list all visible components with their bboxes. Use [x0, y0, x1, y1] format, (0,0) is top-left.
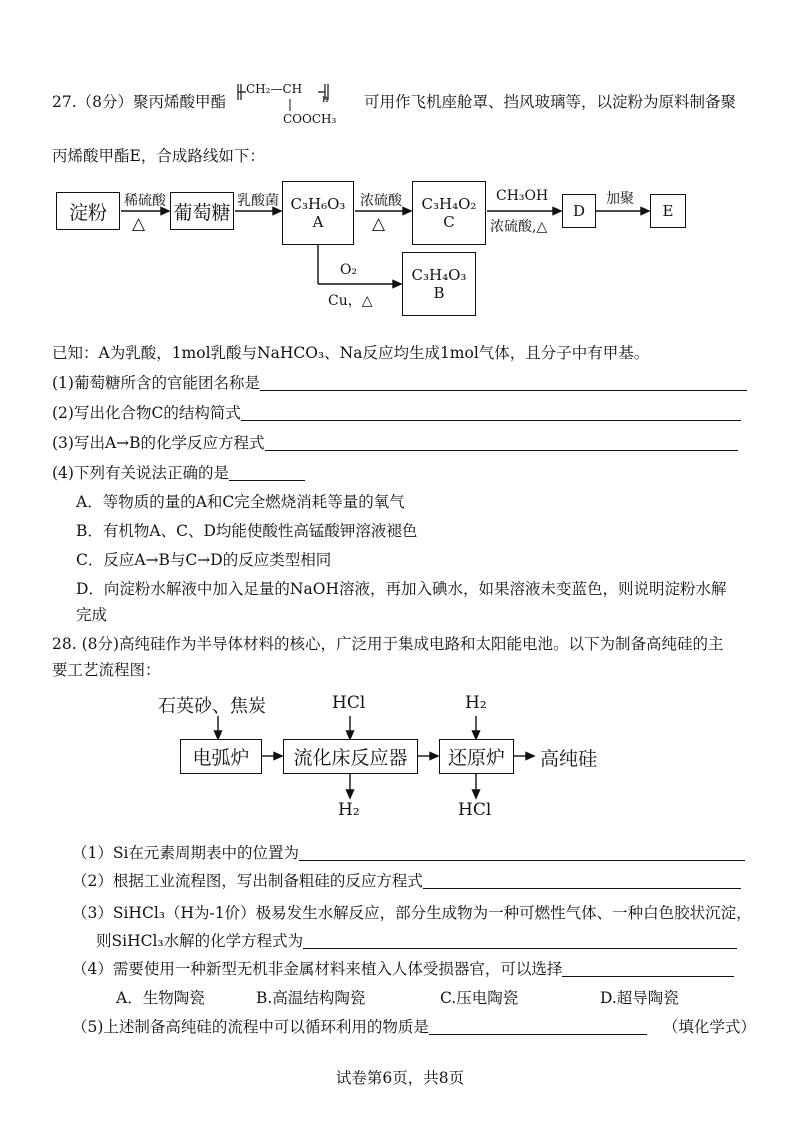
heat-symbol-1: △ [132, 214, 146, 234]
d-label: D [572, 202, 586, 220]
q27-sub1-text: (1)葡萄糖所含的官能团名称是 [52, 374, 260, 392]
flow-box-arc-furnace [180, 739, 262, 774]
q28-sub3b-text: 则SiHCl₃水解的化学方程式为 [96, 932, 304, 950]
box-compound-c [412, 181, 486, 245]
q27-option-b: B．有机物A、C、D均能使酸性高锰酸钾溶液褪色 [76, 522, 418, 540]
box-compound-d [562, 194, 596, 228]
reagent-lactic-bacteria: 乳酸菌 [237, 193, 279, 209]
answer-blank-28-1[interactable] [299, 844, 745, 861]
flow-box-fluidized-bed [283, 739, 418, 774]
flow-input-hcl: HCl [332, 693, 366, 713]
answer-blank-27-3[interactable] [265, 434, 738, 451]
flow-input-quartz-coke: 石英砂、焦炭 [158, 696, 266, 717]
q28-sub5-text: （5)上述制备高纯硅的流程中可以循环利用的物质是 [72, 1018, 429, 1036]
q27-sub1 [52, 373, 747, 393]
q27-sub3-text: (3)写出A→B的化学反应方程式 [52, 434, 265, 452]
q27-known: 已知：A为乳酸，1mol乳酸与NaHCO₃、Na反应均生成1mol气体，且分子中有甲基。 [52, 344, 650, 362]
q27-option-a: A．等物质的量的A和C完全燃烧消耗等量的氧气 [76, 493, 405, 511]
answer-blank-28-3[interactable] [303, 932, 737, 949]
e-label: E [662, 202, 674, 220]
q28-sub3: （3）SiHCl₃（H为-1价）极易发生水解反应，部分生成物为一种可燃性气体、一种白色胶状沉淀， [72, 904, 752, 922]
answer-blank-28-4[interactable] [562, 960, 734, 977]
flow-output-hcl: HCl [458, 800, 492, 820]
starch-label: 淀粉 [68, 201, 107, 224]
q27-intro2: 可用作飞机座舱罩、挡风玻璃等，以淀粉为原料制备聚 [364, 93, 737, 111]
q27-option-d-cont: 完成 [76, 606, 108, 624]
c-label: C [443, 213, 455, 231]
reagent-cu-heat: Cu，△ [328, 293, 373, 309]
q28-sub2-text: （2）根据工业流程图，写出制备粗硅的反应方程式 [72, 872, 423, 890]
q27-intro: 27.（8分）聚丙烯酸甲酯 [52, 93, 227, 111]
answer-blank-27-1[interactable] [260, 374, 747, 391]
reagent-methanol: CH₃OH [496, 188, 549, 204]
b-label: B [433, 284, 445, 302]
q28-option-c: C.压电陶瓷 [440, 989, 519, 1007]
q28-option-b: B.高温结构陶瓷 [256, 989, 366, 1007]
q28-sub1 [72, 843, 745, 863]
q28-sub1-text: （1）Si在元素周期表中的位置为 [72, 844, 299, 862]
flow-product-pure-silicon: 高纯硅 [540, 748, 598, 770]
polymer-n: n [322, 94, 329, 105]
flow-box-reduction-furnace [439, 739, 514, 774]
q27-intro3: 丙烯酸甲酯E，合成路线如下： [52, 147, 265, 165]
q28-sub2 [72, 871, 741, 891]
q27-sub2 [52, 403, 741, 423]
reagent-o2: O₂ [340, 262, 358, 278]
reagent-dilute-sulfuric: 稀硫酸 [124, 193, 166, 209]
q28-sub5 [72, 1017, 756, 1037]
answer-blank-28-5[interactable] [429, 1018, 647, 1035]
box-compound-e [650, 194, 686, 228]
polymer-top: CH₂—CH [246, 82, 303, 96]
q28-intro2: 要工艺流程图： [52, 661, 161, 679]
flow-input-h2: H₂ [465, 693, 487, 713]
a-label: A [312, 213, 324, 231]
reagent-conc-sulfuric-heat: 浓硫酸,△ [490, 219, 548, 235]
q28-option-a: A．生物陶瓷 [116, 989, 205, 1007]
arc-furnace-label: 电弧炉 [192, 747, 250, 769]
q27-sub4 [52, 463, 305, 483]
page-footer: 试卷第6页，共8页 [335, 1069, 465, 1087]
b-formula: C₃H₄O₃ [411, 266, 467, 284]
q28-sub3-cont [96, 931, 737, 951]
q28-sub4 [72, 959, 734, 979]
reagent-conc-sulfuric: 浓硫酸 [360, 193, 402, 209]
c-formula: C₃H₄O₂ [421, 195, 477, 213]
box-compound-b [402, 252, 476, 316]
fluidized-bed-label: 流化床反应器 [293, 747, 408, 769]
q28-option-d: D.超导陶瓷 [600, 989, 679, 1007]
q28-sub5-tail: （填化学式） [662, 1018, 756, 1036]
q27-sub2-text: (2)写出化合物C的结构简式 [52, 404, 241, 422]
q27-option-c: C．反应A→B与C→D的反应类型相同 [76, 551, 332, 569]
flow-output-h2: H₂ [338, 800, 360, 820]
glucose-label: 葡萄糖 [173, 201, 231, 224]
box-glucose [170, 192, 234, 230]
answer-blank-27-2[interactable] [241, 404, 741, 421]
q28-intro: 28. (8分)高纯硅作为半导体材料的核心，广泛用于集成电路和太阳能电池。以下为制备高纯硅的主 [52, 635, 724, 653]
q27-sub4-text: (4)下列有关说法正确的是 [52, 464, 229, 482]
q28-sub4-text: （4）需要使用一种新型无机非金属材料来植入人体受损器官，可以选择 [72, 960, 563, 978]
box-starch [56, 192, 120, 230]
reduction-furnace-label: 还原炉 [447, 747, 505, 769]
q27-sub3 [52, 433, 738, 453]
box-compound-a [282, 181, 354, 245]
answer-blank-27-4[interactable] [229, 464, 305, 481]
heat-symbol-2: △ [372, 214, 386, 234]
reagent-polymerization: 加聚 [606, 191, 634, 207]
answer-blank-28-2[interactable] [423, 872, 741, 889]
q27-option-d: D．向淀粉水解液中加入足量的NaOH溶液，再加入碘水，如果溶液未变蓝色，则说明淀粉水解 [76, 580, 727, 598]
polymer-sub: COOCH₃ [283, 112, 337, 126]
a-formula: C₃H₆O₃ [290, 195, 346, 213]
